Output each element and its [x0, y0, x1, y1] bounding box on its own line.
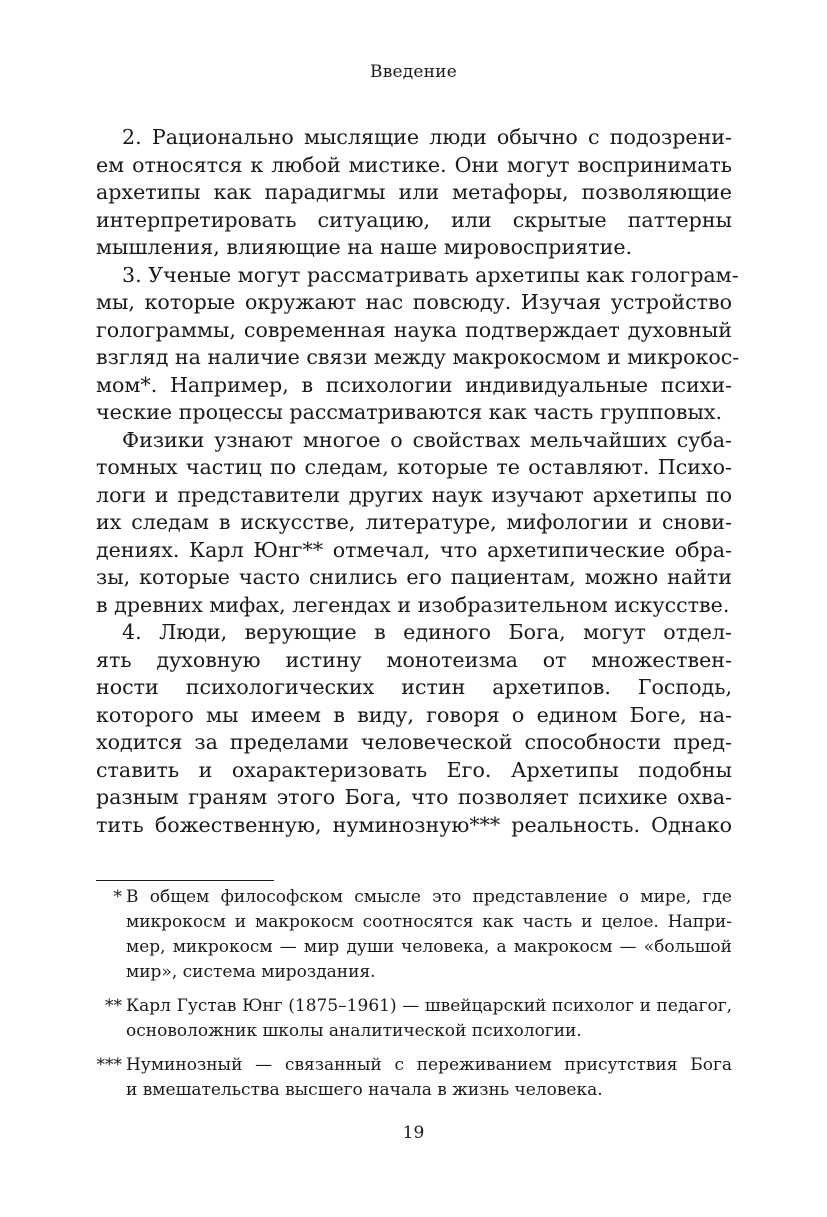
footnote-line: мер, микрокосм — мир души человека, а макрокосм — «большой	[126, 937, 732, 957]
text-line: 3. Ученые могут рассматривать архетипы как голограм-	[122, 262, 739, 287]
footnote-line: В общем философском смысле это представление о мире, где	[126, 887, 732, 907]
footnote	[96, 885, 732, 985]
footnote-body	[126, 1053, 732, 1103]
text-line: их следам в искусстве, литературе, мифологии и снови-	[96, 510, 732, 534]
text-line: мом*. Например, в психологии индивидуальные психи-	[96, 372, 732, 397]
footnote-mark: *	[113, 887, 122, 907]
text-line: ем относятся к любой мистике. Они могут воспринимать	[96, 152, 732, 177]
running-header: Введение	[370, 62, 457, 82]
text-line: томных частиц по следам, которые те оставляют. Психо-	[96, 455, 732, 479]
text-line: архетипы как парадигмы или метафоры, позволяющие	[96, 180, 732, 204]
footnote-line: Карл Густав Юнг (1875–1961) — швейцарский психолог и педагог,	[126, 996, 732, 1016]
text-line: ческие процессы рассматриваются как часть групповых.	[96, 400, 723, 424]
footnote-line: и вмешательства высшего начала в жизнь человека.	[126, 1080, 603, 1100]
footnote-line: основоложник школы аналитической психологии.	[126, 1021, 582, 1041]
text-line: 4. Люди, верующие в единого Бога, могут отдел-	[122, 620, 732, 644]
footnote-line: мир», система мироздания.	[126, 962, 376, 982]
page-number: 19	[402, 1123, 425, 1143]
text-line: 2. Рационально мыслящие люди обычно с подозрени-	[122, 125, 732, 149]
text-line: дениях. Карл Юнг** отмечал, что архетипические обра-	[96, 537, 732, 562]
text-line: логи и представители других наук изучают архетипы по	[96, 482, 732, 507]
text-line: ять духовную истину монотеизма от множествен-	[96, 647, 732, 672]
footnote-mark: ***	[96, 1055, 122, 1075]
text-line: интерпретировать ситуацию, или скрытые паттерны	[96, 207, 732, 232]
text-line: в древних мифах, легендах и изобразительном искусстве.	[96, 592, 730, 617]
text-line: которого мы имеем в виду, говоря о едином Боге, на-	[96, 702, 732, 727]
text-line: голограммы, современная наука подтверждает духовный	[96, 317, 732, 342]
footnote	[96, 994, 732, 1044]
footnote	[96, 1053, 732, 1103]
text-line: мышления, влияющие на наше мировосприятие.	[96, 235, 633, 259]
footnote-divider	[96, 880, 274, 881]
text-line: взгляд на наличие связи между макрокосмом и микрокос-	[96, 345, 740, 369]
text-line: ходится за пределами человеческой способности пред-	[96, 730, 732, 754]
footnote-line: микрокосм и макрокосм соотносятся как часть и целое. Напри-	[126, 912, 732, 932]
footnote-line: Нуминозный — связанный с переживанием присутствия Бога	[126, 1055, 732, 1075]
text-line: мы, которые окружают нас повсюду. Изучая устройство	[96, 290, 732, 314]
footnote-mark: **	[105, 996, 122, 1016]
text-line: Физики узнают многое о свойствах мельчайших суба-	[122, 427, 732, 452]
text-line: зы, которые часто снились его пациентам, можно найти	[96, 565, 732, 589]
text-line: ности психологических истин архетипов. Господь,	[96, 675, 732, 699]
text-line: ставить и охарактеризовать Его. Архетипы подобны	[96, 757, 732, 782]
text-line: тить божественную, нуминозную*** реальность. Однако	[96, 812, 732, 837]
text-line: разным граням этого Бога, что позволяет психике охва-	[96, 785, 732, 809]
main-text	[96, 124, 740, 839]
footnote-body	[126, 885, 732, 985]
footnote-body	[126, 994, 732, 1044]
footnotes	[96, 885, 732, 1112]
